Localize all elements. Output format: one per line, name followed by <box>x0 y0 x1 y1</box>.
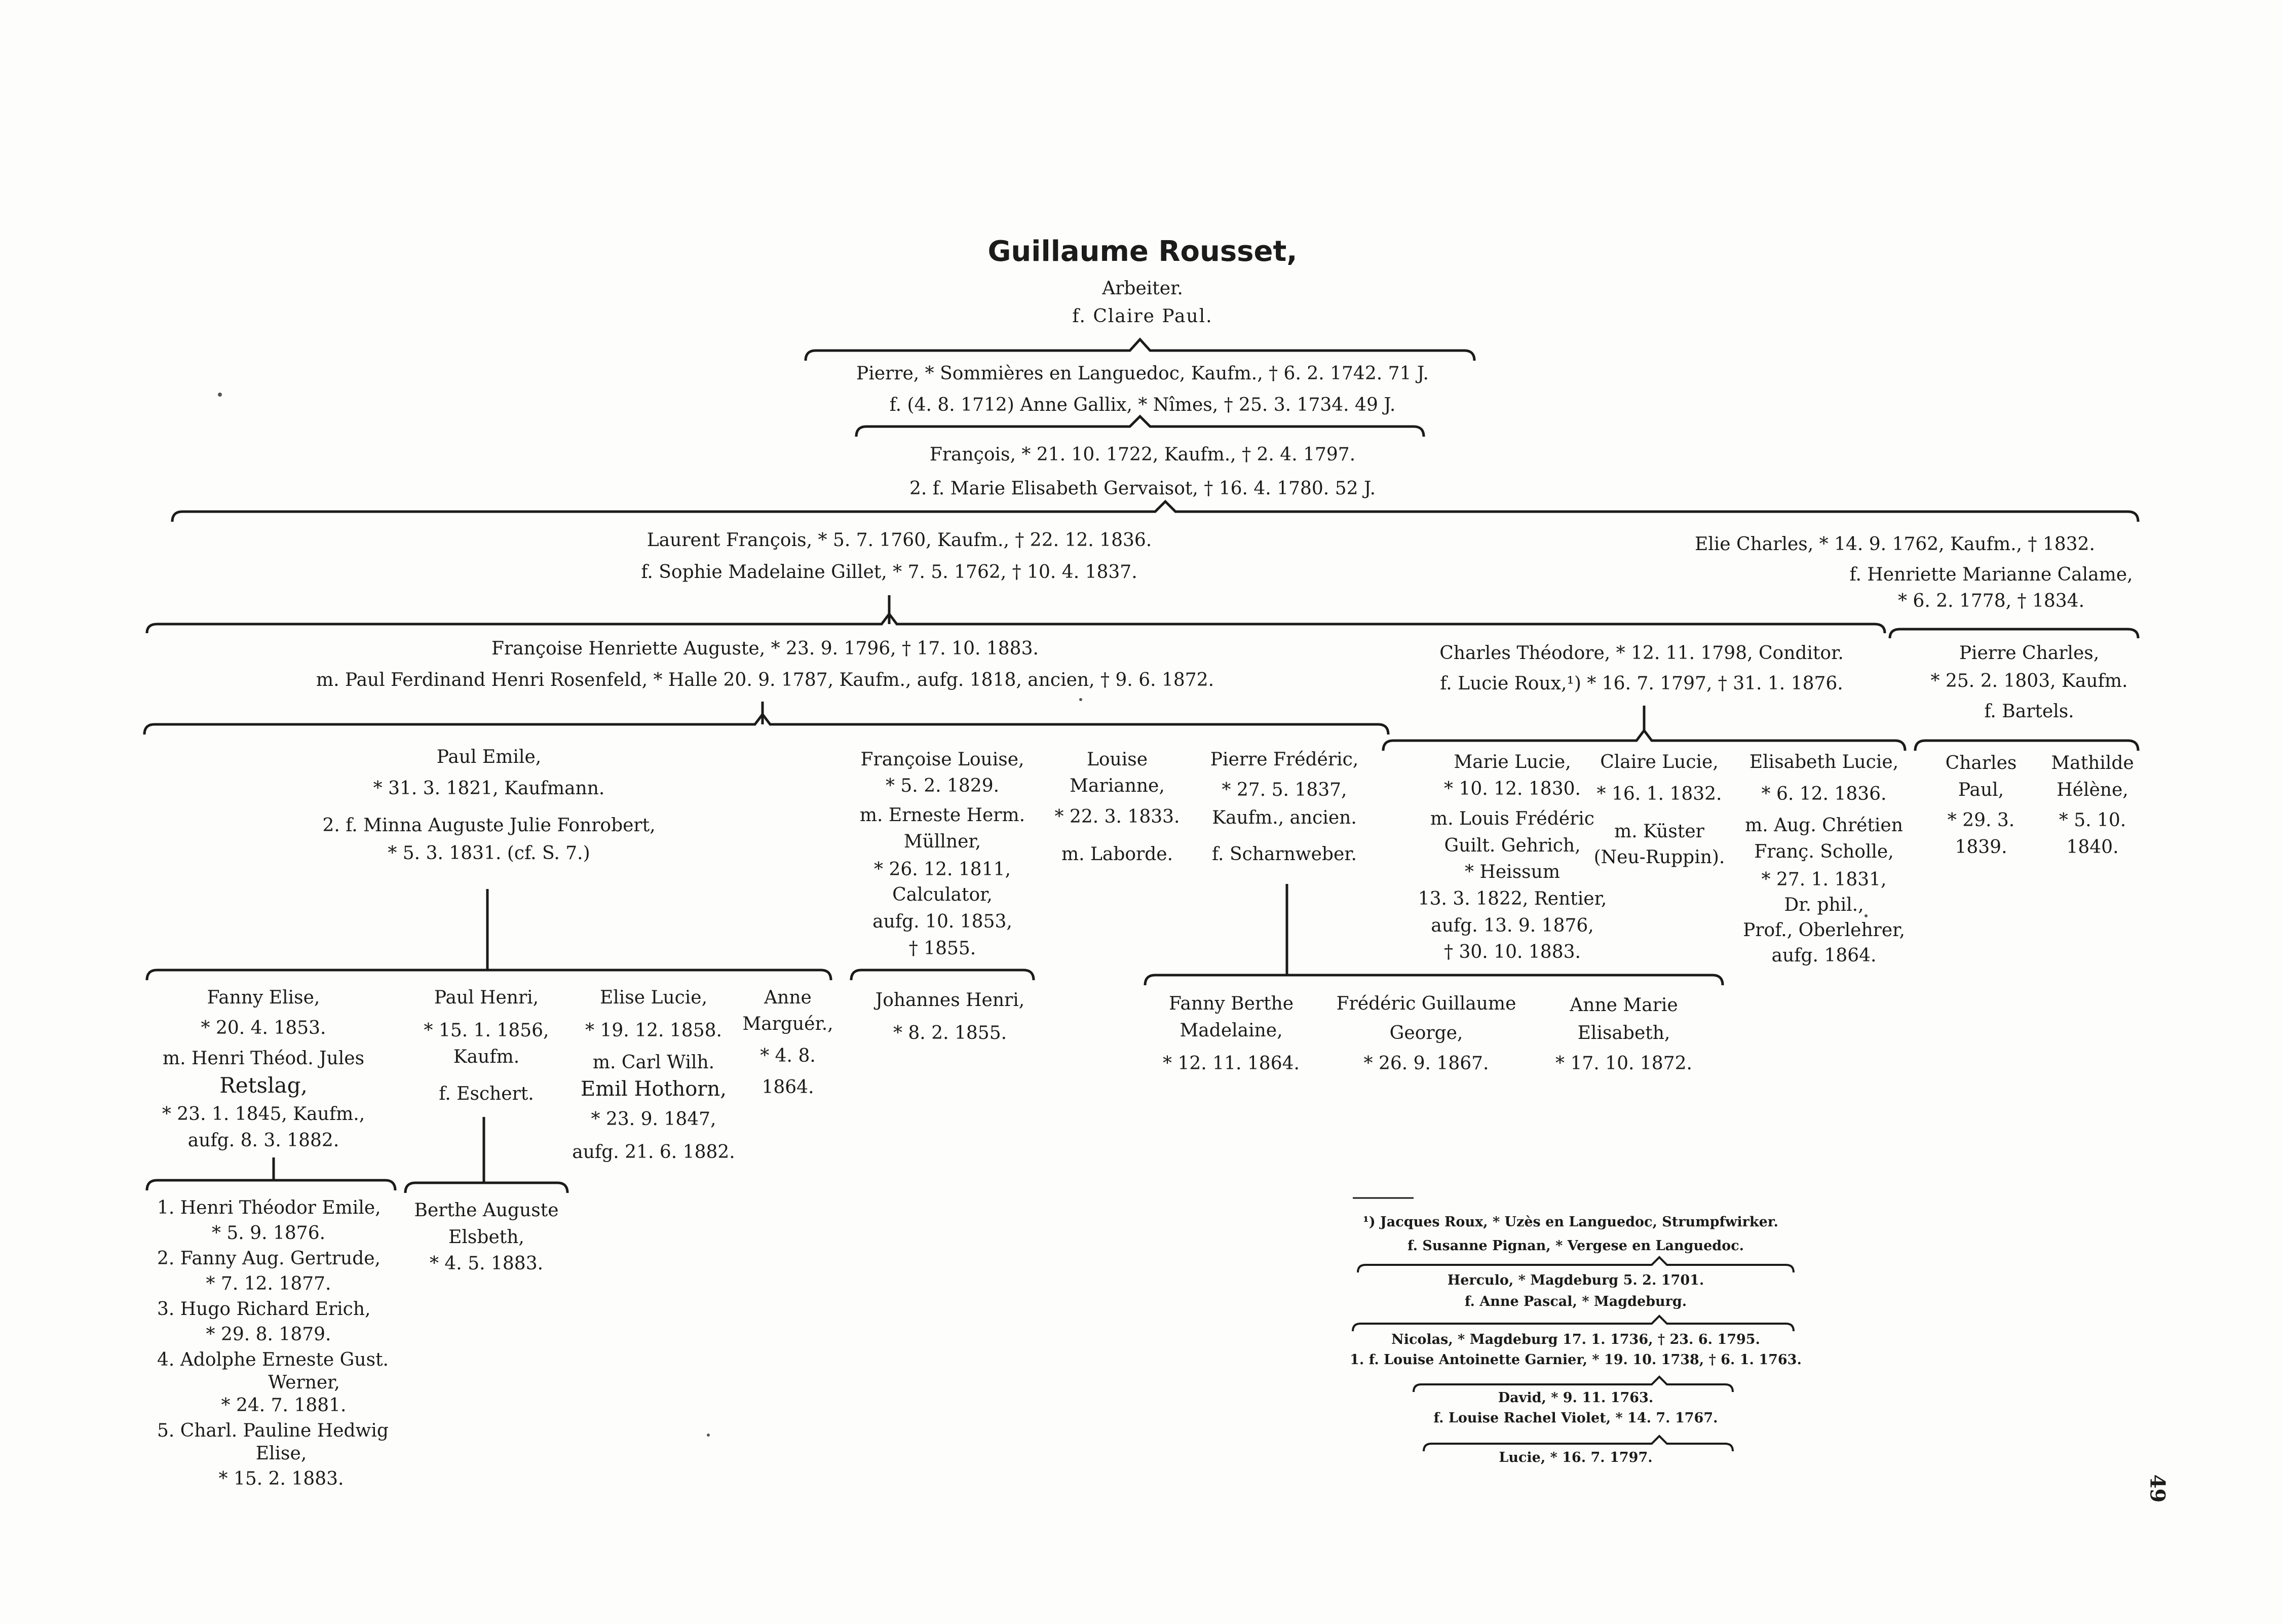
fanny-elise-3: m. Henri Théod. Jules <box>162 1048 365 1069</box>
francoise-louise-8: † 1855. <box>908 938 976 959</box>
retslag-child-4-line-2: Werner, <box>268 1372 340 1393</box>
berthe-1: Berthe Auguste <box>414 1200 559 1221</box>
marie-lucie-7: aufg. 13. 9. 1876, <box>1431 915 1594 936</box>
fanny-elise-6: aufg. 8. 3. 1882. <box>187 1130 339 1151</box>
elie-line-1: Elie Charles, * 14. 9. 1762, Kaufm., † 1832. <box>1695 534 2095 555</box>
marie-lucie-5: * Heissum <box>1465 862 1560 882</box>
charles-paul-3: * 29. 3. <box>1947 810 2015 831</box>
elisabeth-lucie-8: aufg. 1864. <box>1771 945 1877 966</box>
elisabeth-lucie-6: Dr. phil., <box>1784 895 1864 915</box>
charles-paul-4: 1839. <box>1955 837 2007 858</box>
francoise-line-2: m. Paul Ferdinand Henri Rosenfeld, * Halle 20. 9. 1787, Kaufm., aufg. 1818, ancien, † 9. 6. 1872. <box>316 670 1214 690</box>
claire-lucie-1: Claire Lucie, <box>1600 752 1719 772</box>
claire-lucie-2: * 16. 1. 1832. <box>1596 784 1722 804</box>
retslag-child-2-birth: * 7. 12. 1877. <box>206 1273 331 1294</box>
mathilde-helene-2: Hélène, <box>2057 780 2128 800</box>
mathilde-helene-1: Mathilde <box>2051 753 2134 774</box>
johannes-henri-1: Johannes Henri, <box>875 990 1025 1011</box>
francoise-line-1: Françoise Henriette Auguste, * 23. 9. 1796, † 17. 10. 1883. <box>491 638 1039 659</box>
marie-lucie-2: * 10. 12. 1830. <box>1444 779 1581 799</box>
anne-marguerite-2: Marguér., <box>742 1014 833 1034</box>
louise-marianne-2: Marianne, <box>1070 776 1165 796</box>
francoise-louise-5: * 26. 12. 1811, <box>874 859 1011 880</box>
claire-lucie-4: (Neu-Ruppin). <box>1593 847 1725 868</box>
francoise-louise-3: m. Erneste Herm. <box>859 805 1025 826</box>
johannes-henri-2: * 8. 2. 1855. <box>893 1023 1007 1043</box>
charles-theodore-line-1: Charles Théodore, * 12. 11. 1798, Conditor. <box>1439 643 1844 664</box>
claire-lucie-3: m. Küster <box>1614 821 1704 842</box>
pierre-frederic-3: Kaufm., ancien. <box>1212 807 1357 828</box>
footnote-line-9: Lucie, * 16. 7. 1797. <box>1499 1450 1653 1465</box>
anne-marie-1: Anne Marie <box>1570 995 1678 1016</box>
anne-marie-3: * 17. 10. 1872. <box>1555 1053 1692 1074</box>
footnote-line-6: 1. f. Louise Antoinette Garnier, * 19. 10. 1738, † 6. 1. 1763. <box>1350 1352 1802 1368</box>
scan-speck <box>707 1434 710 1437</box>
root-wife: f. Claire Paul. <box>1072 306 1213 327</box>
retslag-child-5-line-2: Elise, <box>255 1443 307 1464</box>
retslag-child-3-birth: * 29. 8. 1879. <box>206 1324 331 1345</box>
retslag-child-1-birth: * 5. 9. 1876. <box>211 1223 326 1244</box>
retslag-child-4: 4. Adolphe Erneste Gust. <box>157 1349 389 1370</box>
marie-lucie-1: Marie Lucie, <box>1454 752 1571 772</box>
frederic-guillaume-1: Frédéric Guillaume <box>1336 993 1516 1014</box>
laurent-line-2: f. Sophie Madelaine Gillet, * 7. 5. 1762, † 10. 4. 1837. <box>641 562 1137 583</box>
francoise-louise-4: Müllner, <box>903 831 981 852</box>
mathilde-helene-3: * 5. 10. <box>2059 810 2126 831</box>
laurent-line-1: Laurent François, * 5. 7. 1760, Kaufm., † 22. 12. 1836. <box>646 530 1152 551</box>
elie-line-3: * 6. 2. 1778, † 1834. <box>1897 591 2085 611</box>
elise-lucie-2: * 19. 12. 1858. <box>585 1020 722 1041</box>
francoise-louise-2: * 5. 2. 1829. <box>885 776 1000 796</box>
elisabeth-lucie-5: * 27. 1. 1831, <box>1761 869 1887 890</box>
marie-lucie-6: 13. 3. 1822, Rentier, <box>1418 888 1607 909</box>
elise-lucie-4: Emil Hothorn, <box>581 1077 727 1101</box>
elisabeth-lucie-1: Elisabeth Lucie, <box>1749 752 1899 772</box>
anne-marguerite-4: 1864. <box>762 1077 814 1098</box>
pierre-charles-line-3: f. Bartels. <box>1984 701 2074 722</box>
anne-marguerite-1: Anne <box>764 987 812 1008</box>
paul-emile-3: 2. f. Minna Auguste Julie Fonrobert, <box>322 815 656 836</box>
louise-marianne-3: * 22. 3. 1833. <box>1054 806 1180 827</box>
footnote-line-8: f. Louise Rachel Violet, * 14. 7. 1767. <box>1433 1410 1718 1426</box>
anne-marguerite-3: * 4. 8. <box>760 1046 816 1066</box>
footnote-line-4: f. Anne Pascal, * Magdeburg. <box>1464 1294 1687 1309</box>
louise-marianne-4: m. Laborde. <box>1061 844 1173 865</box>
footnote-line-2: f. Susanne Pignan, * Vergese en Languedoc. <box>1407 1238 1744 1254</box>
louise-marianne-1: Louise <box>1086 749 1148 770</box>
retslag-child-1: 1. Henri Théodor Emile, <box>157 1197 381 1218</box>
paul-henri-2: * 15. 1. 1856, <box>424 1020 549 1041</box>
pierre-charles-line-2: * 25. 2. 1803, Kaufm. <box>1930 671 2128 691</box>
retslag-child-5-birth: * 15. 2. 1883. <box>218 1468 344 1489</box>
charles-paul-2: Paul, <box>1958 780 2004 800</box>
francois-line-1: François, * 21. 10. 1722, Kaufm., † 2. 4. 1797. <box>929 444 1356 465</box>
mathilde-helene-4: 1840. <box>2066 837 2119 858</box>
footnote-line-1: ¹) Jacques Roux, * Uzès en Languedoc, Strumpfwirker. <box>1363 1214 1778 1230</box>
pierre-line-1: Pierre, * Sommières en Languedoc, Kaufm., † 6. 2. 1742. 71 J. <box>856 363 1429 384</box>
root-occupation: Arbeiter. <box>1102 278 1183 299</box>
elisabeth-lucie-3: m. Aug. Chrétien <box>1745 815 1903 836</box>
paul-emile-2: * 31. 3. 1821, Kaufmann. <box>373 778 605 799</box>
francoise-louise-7: aufg. 10. 1853, <box>872 911 1012 932</box>
scan-speck <box>218 393 222 397</box>
anne-marie-2: Elisabeth, <box>1577 1023 1670 1043</box>
elise-lucie-6: aufg. 21. 6. 1882. <box>572 1142 735 1163</box>
charles-paul-1: Charles <box>1945 753 2017 774</box>
retslag-child-2: 2. Fanny Aug. Gertrude, <box>157 1248 381 1269</box>
berthe-3: * 4. 5. 1883. <box>429 1253 544 1274</box>
retslag-child-4-birth: * 24. 7. 1881. <box>221 1395 347 1416</box>
paul-henri-1: Paul Henri, <box>434 987 539 1008</box>
paul-henri-4: f. Eschert. <box>439 1084 534 1104</box>
fanny-berthe-1: Fanny Berthe <box>1168 993 1294 1014</box>
paul-emile-1: Paul Emile, <box>436 747 542 767</box>
elise-lucie-1: Elise Lucie, <box>599 987 708 1008</box>
pierre-line-2: f. (4. 8. 1712) Anne Gallix, * Nîmes, † 25. 3. 1734. 49 J. <box>889 395 1396 415</box>
scan-speck <box>1865 914 1868 917</box>
root-name: Guillaume Rousset, <box>987 235 1298 268</box>
scan-speck <box>1079 698 1082 701</box>
charles-theodore-line-2: f. Lucie Roux,¹) * 16. 7. 1797, † 31. 1. 1876. <box>1440 673 1843 694</box>
berthe-2: Elsbeth, <box>448 1227 524 1248</box>
paul-emile-4: * 5. 3. 1831. (cf. S. 7.) <box>388 843 590 864</box>
francoise-louise-6: Calculator, <box>892 884 993 905</box>
elie-line-2: f. Henriette Marianne Calame, <box>1849 564 2133 585</box>
page-number: 49 <box>2145 1474 2170 1503</box>
pierre-frederic-4: f. Scharnweber. <box>1212 844 1357 865</box>
elisabeth-lucie-4: Franç. Scholle, <box>1754 841 1894 862</box>
fanny-elise-2: * 20. 4. 1853. <box>201 1018 326 1038</box>
footnote-line-7: David, * 9. 11. 1763. <box>1498 1390 1654 1406</box>
retslag-child-3: 3. Hugo Richard Erich, <box>157 1299 371 1320</box>
pierre-frederic-2: * 27. 5. 1837, <box>1222 780 1347 800</box>
fanny-elise-4: Retslag, <box>219 1073 308 1098</box>
francoise-louise-1: Françoise Louise, <box>860 749 1024 770</box>
fanny-elise-5: * 23. 1. 1845, Kaufm., <box>162 1104 365 1125</box>
elise-lucie-5: * 23. 9. 1847, <box>591 1109 716 1130</box>
fanny-berthe-2: Madelaine, <box>1180 1020 1283 1041</box>
frederic-guillaume-2: George, <box>1389 1023 1463 1043</box>
paul-henri-3: Kaufm. <box>453 1047 520 1067</box>
fanny-berthe-3: * 12. 11. 1864. <box>1163 1053 1300 1074</box>
marie-lucie-3: m. Louis Frédéric <box>1430 808 1594 829</box>
francois-line-2: 2. f. Marie Elisabeth Gervaisot, † 16. 4. 1780. 52 J. <box>909 478 1376 499</box>
pierre-charles-line-1: Pierre Charles, <box>1959 643 2100 664</box>
elise-lucie-3: m. Carl Wilh. <box>592 1052 715 1073</box>
marie-lucie-8: † 30. 10. 1883. <box>1444 942 1581 962</box>
footnote-line-3: Herculo, * Magdeburg 5. 2. 1701. <box>1447 1272 1704 1288</box>
marie-lucie-4: Guilt. Gehrich, <box>1444 835 1581 856</box>
frederic-guillaume-3: * 26. 9. 1867. <box>1363 1053 1489 1074</box>
footnote-line-5: Nicolas, * Magdeburg 17. 1. 1736, † 23. 6. 1795. <box>1391 1332 1760 1347</box>
retslag-child-5: 5. Charl. Pauline Hedwig <box>157 1420 389 1441</box>
elisabeth-lucie-2: * 6. 12. 1836. <box>1761 784 1887 804</box>
elisabeth-lucie-7: Prof., Oberlehrer, <box>1743 920 1905 941</box>
pierre-frederic-1: Pierre Frédéric, <box>1210 749 1359 770</box>
fanny-elise-1: Fanny Elise, <box>207 987 320 1008</box>
